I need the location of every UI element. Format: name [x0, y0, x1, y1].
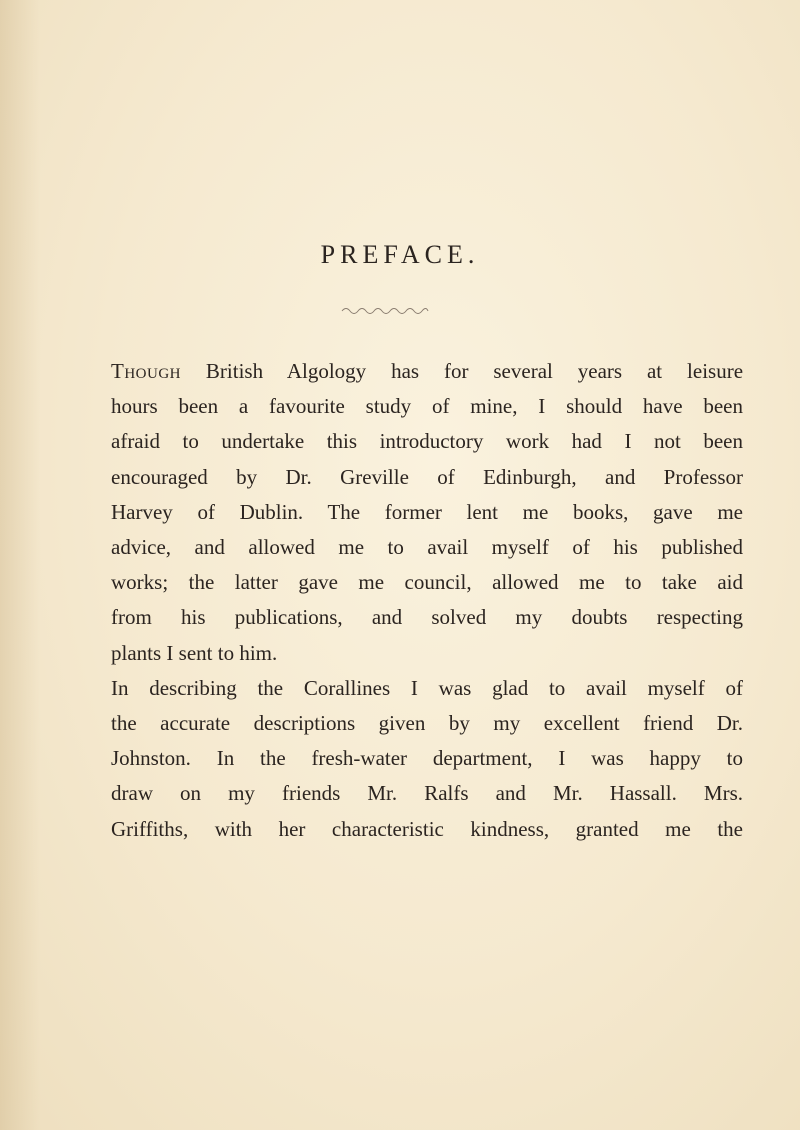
text-line-content: British Algology has for several years at leisure: [205, 359, 744, 383]
body-text: [111, 354, 743, 847]
text-line: Johnston. In the fresh-water department, I was happy to: [111, 746, 743, 771]
text-line: Harvey of Dublin. The former lent me books, gave me: [111, 499, 743, 524]
text-line: In describing the Corallines I was glad to avail myself of: [111, 675, 743, 700]
text-line: hours been a favourite study of mine, I should have been: [111, 394, 743, 419]
lead-word: Though: [111, 359, 181, 383]
text-line: draw on my friends Mr. Ralfs and Mr. Hassall. Mrs.: [111, 781, 743, 806]
text-line: works; the latter gave me council, allowed me to take aid: [111, 570, 743, 595]
text-line: afraid to undertake this introductory work had I not been: [111, 429, 743, 454]
page-title: PREFACE.: [320, 240, 480, 269]
text-line: encouraged by Dr. Greville of Edinburgh, and Professor: [111, 464, 743, 489]
text-line: Griffiths, with her characteristic kindness, granted me the: [111, 816, 743, 841]
text-line: the accurate descriptions given by my excellent friend Dr.: [111, 711, 743, 736]
text-line: [111, 354, 743, 389]
text-line: from his publications, and solved my doubts respecting: [111, 605, 743, 630]
paragraph-2: [111, 671, 743, 847]
wavy-rule-ornament: [340, 303, 430, 315]
text-line: plants I sent to him.: [111, 640, 278, 665]
page-edge-shadow: [0, 0, 40, 1130]
text-line: advice, and allowed me to avail myself of his published: [111, 535, 743, 560]
paragraph-1: [111, 354, 743, 671]
